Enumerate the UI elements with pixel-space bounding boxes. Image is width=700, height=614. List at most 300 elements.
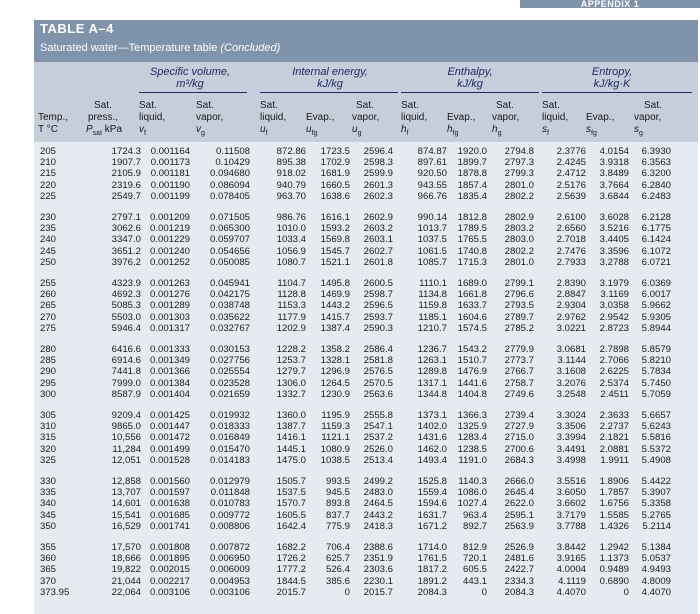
table-row — [34, 355, 698, 366]
cell-hf: 1085.7 — [417, 256, 447, 268]
cell-hf: 1817.2 — [417, 564, 447, 576]
cell-hg: 2802.9 — [504, 212, 534, 223]
cell-temp: 373.95 — [40, 586, 70, 598]
cell-ufg: 1569.8 — [320, 234, 350, 246]
cell-sfg: 3.1169 — [600, 289, 629, 301]
cell-sfg: 0.9489 — [599, 564, 629, 576]
cell-pressure: 12,858 — [111, 476, 141, 487]
cell-vf: 0.001164 — [150, 146, 190, 157]
cell-hfg: 1086.0 — [457, 487, 487, 499]
cell-vg: 0.023528 — [209, 377, 250, 389]
cell-ufg: 1264.5 — [320, 377, 350, 389]
cell-sf: 3.1608 — [556, 366, 586, 378]
cell-ufg: 1702.9 — [320, 157, 350, 169]
cell-sfg: 2.5374 — [599, 377, 629, 389]
cell-ug: 2388.6 — [363, 542, 393, 553]
cell-hf: 966.76 — [417, 190, 447, 202]
cell-vf: 0.001199 — [150, 190, 190, 202]
cell-ug: 2601.3 — [363, 179, 393, 191]
cell-temp: 220 — [40, 179, 57, 191]
cell-vg: 0.042175 — [209, 289, 250, 301]
cell-vf: 0.001447 — [149, 421, 190, 433]
cell-pressure: 9865.0 — [111, 421, 141, 433]
cell-ufg: 385.6 — [325, 575, 350, 587]
cell-sf: 3.6602 — [556, 498, 586, 510]
cell-ufg: 1358.2 — [320, 344, 350, 355]
cell-ug: 2601.8 — [363, 256, 393, 268]
cell-vg: 0.032767 — [209, 322, 250, 334]
cell-hfg: 1920.0 — [457, 146, 487, 157]
cell-vg: 0.094680 — [209, 168, 250, 180]
cell-vf: 0.001685 — [149, 509, 190, 521]
cell-ug: 2513.4 — [363, 454, 393, 466]
cell-uf: 1279.7 — [276, 366, 306, 378]
table-row — [34, 498, 698, 509]
cell-hf: 1671.2 — [417, 520, 447, 532]
cell-ufg: 1469.9 — [320, 289, 350, 301]
table-row — [34, 180, 698, 191]
cell-vg: 0.012979 — [209, 476, 250, 487]
cell-vg: 0.018333 — [209, 421, 250, 433]
table-title: TABLE A–4 — [40, 21, 114, 36]
cell-ufg: 1521.1 — [320, 256, 350, 268]
cell-sfg: 3.6028 — [599, 212, 629, 223]
cell-hg: 2797.3 — [504, 157, 534, 169]
cell-vf: 0.001190 — [150, 179, 190, 191]
cell-hf: 1210.7 — [417, 322, 447, 334]
cell-sf: 3.0681 — [556, 344, 586, 355]
cell-hfg: 1857.4 — [457, 179, 487, 191]
cell-sf: 2.6100 — [556, 212, 586, 223]
cell-pressure: 17,570 — [111, 542, 141, 553]
table-row — [34, 246, 698, 257]
cell-vf: 0.001472 — [149, 432, 190, 444]
cell-sg: 5.3907 — [641, 487, 671, 499]
cell-ufg: 837.7 — [325, 509, 350, 521]
cell-sfg: 1.9911 — [600, 454, 629, 466]
cell-hf: 1134.8 — [418, 289, 447, 301]
cell-vg: 0.025554 — [209, 366, 250, 378]
cell-sg: 6.3563 — [641, 157, 671, 169]
ufg-header: Evap., $u_{fg}$ — [306, 112, 335, 137]
table-row — [34, 476, 698, 487]
cell-vf: 0.001252 — [149, 256, 190, 268]
cell-sfg: 2.7898 — [599, 344, 629, 355]
cell-hfg: 1740.8 — [457, 245, 487, 257]
cell-vg: 0.030153 — [209, 344, 250, 355]
cell-uf: 1726.2 — [276, 553, 306, 565]
subtitle-note: (Concluded) — [220, 42, 281, 54]
cell-hg: 2802.2 — [504, 245, 534, 257]
cell-pressure: 9209.4 — [111, 410, 141, 421]
cell-sf: 3.2076 — [556, 377, 586, 389]
cell-vf: 0.001560 — [149, 476, 190, 487]
cell-temp: 330 — [40, 476, 57, 487]
cell-temp: 250 — [40, 256, 57, 268]
cell-ug: 2418.3 — [363, 520, 393, 532]
cell-uf: 1306.0 — [276, 377, 306, 389]
table-row — [34, 234, 698, 245]
cell-ug: 2015.7 — [363, 586, 393, 598]
cell-hg: 2739.4 — [504, 410, 534, 421]
cell-hf: 1061.5 — [417, 245, 447, 257]
cell-sg: 5.0537 — [641, 553, 671, 565]
cell-hf: 2084.3 — [417, 586, 447, 598]
cell-sf: 2.9304 — [556, 300, 586, 312]
table-row — [34, 510, 698, 521]
cell-hfg: 1604.6 — [457, 311, 487, 323]
cell-temp: 300 — [40, 388, 57, 400]
cell-uf: 1080.7 — [276, 256, 306, 268]
cell-temp: 285 — [40, 355, 57, 367]
cell-sfg: 2.0881 — [599, 443, 629, 455]
cell-sfg: 3.5216 — [599, 223, 629, 235]
cell-vg: 0.004953 — [209, 575, 250, 587]
cell-vf: 0.002217 — [149, 575, 190, 587]
internal-energy-rule — [260, 92, 398, 93]
cell-vf: 0.001219 — [149, 223, 190, 235]
table-row — [34, 366, 698, 377]
cell-uf: 1605.5 — [276, 509, 306, 521]
cell-vf: 0.001808 — [149, 542, 190, 553]
cell-sf: 3.4491 — [556, 443, 586, 455]
cell-temp: 275 — [40, 322, 57, 334]
hg-header: Sat. vapor, $h_g$ — [492, 100, 520, 137]
cell-uf: 1537.5 — [276, 487, 306, 499]
cell-sg: 5.7450 — [641, 377, 671, 389]
cell-pressure: 7999.0 — [111, 377, 141, 389]
cell-ufg: 1638.6 — [320, 190, 350, 202]
cell-ug: 2586.4 — [363, 344, 393, 355]
cell-hf: 1493.4 — [417, 454, 447, 466]
cell-vg: 0.086094 — [209, 179, 250, 191]
cell-hfg: 1689.0 — [457, 278, 487, 289]
cell-uf: 963.70 — [276, 190, 306, 202]
cell-sfg: 2.2737 — [599, 421, 629, 433]
cell-sg: 5.1384 — [641, 542, 671, 553]
cell-sg: 6.2483 — [641, 190, 671, 202]
cell-temp: 360 — [40, 553, 57, 565]
cell-temp: 325 — [40, 454, 57, 466]
cell-sf: 4.0004 — [556, 564, 586, 576]
cell-pressure: 4323.9 — [111, 278, 141, 289]
cell-uf: 2015.7 — [276, 586, 306, 598]
cell-uf: 895.38 — [276, 157, 306, 169]
cell-pressure: 5946.4 — [111, 322, 141, 334]
cell-uf: 1202.9 — [276, 322, 306, 334]
cell-sfg: 1.8906 — [599, 476, 629, 487]
table-row — [34, 410, 698, 421]
cell-vf: 0.001404 — [149, 388, 190, 400]
table-row — [34, 487, 698, 498]
cell-uf: 1177.9 — [277, 311, 306, 323]
cell-temp: 245 — [40, 245, 57, 257]
cell-vf: 0.001317 — [149, 322, 190, 334]
cell-pressure: 7441.8 — [111, 366, 141, 378]
cell-vg: 0.045941 — [209, 278, 250, 289]
cell-temp: 235 — [40, 223, 57, 235]
cell-hfg: 1899.7 — [457, 157, 487, 169]
cell-ug: 2570.5 — [363, 377, 393, 389]
table-row — [34, 542, 698, 553]
cell-vg: 0.038748 — [209, 300, 250, 312]
cell-ufg: 1080.9 — [320, 443, 350, 455]
cell-hg: 2773.7 — [504, 355, 534, 367]
cell-temp: 355 — [40, 542, 57, 553]
cell-vg: 0.059707 — [209, 234, 250, 246]
cell-ufg: 1230.9 — [320, 388, 350, 400]
cell-hfg: 1476.9 — [457, 366, 487, 378]
cell-sf: 2.5176 — [556, 179, 586, 191]
cell-sg: 5.2765 — [641, 509, 671, 521]
cell-hg: 2766.7 — [504, 366, 534, 378]
cell-ufg: 1723.5 — [320, 146, 350, 157]
cell-sfg: 3.4405 — [599, 234, 629, 246]
cell-ug: 2555.8 — [363, 410, 393, 421]
sg-header: Sat. vapor, $s_g$ — [634, 100, 662, 137]
cell-vg: 0.003106 — [209, 586, 250, 598]
cell-sfg: 1.5585 — [599, 509, 629, 521]
table-row — [34, 344, 698, 355]
cell-hg: 2803.0 — [504, 234, 534, 246]
cell-hg: 2794.8 — [504, 146, 534, 157]
cell-uf: 1682.2 — [276, 542, 306, 553]
cell-sf: 3.3506 — [556, 421, 586, 433]
cell-pressure: 3347.0 — [111, 234, 141, 246]
cell-ufg: 893.8 — [325, 498, 350, 510]
cell-uf: 1104.7 — [277, 278, 306, 289]
cell-hg: 2666.0 — [504, 476, 534, 487]
cell-sfg: 3.2788 — [599, 256, 629, 268]
cell-ug: 2303.6 — [363, 564, 393, 576]
cell-pressure: 3976.2 — [111, 256, 141, 268]
cell-hg: 2801.0 — [504, 256, 534, 268]
cell-sf: 4.4070 — [556, 586, 586, 598]
cell-hg: 2789.7 — [504, 311, 534, 323]
cell-temp: 240 — [40, 234, 57, 246]
cell-pressure: 2549.7 — [111, 190, 141, 202]
cell-hg: 2684.3 — [504, 454, 534, 466]
cell-sf: 2.8390 — [556, 278, 586, 289]
cell-hfg: 443.1 — [462, 575, 487, 587]
cell-hf: 1344.8 — [417, 388, 447, 400]
cell-sf: 3.3024 — [556, 410, 586, 421]
cell-temp: 230 — [40, 212, 57, 223]
cell-hfg: 1140.3 — [458, 476, 487, 487]
cell-sfg: 2.6225 — [599, 366, 629, 378]
cell-hfg: 1027.4 — [457, 498, 487, 510]
cell-uf: 1332.7 — [276, 388, 306, 400]
table-row — [34, 278, 698, 289]
table-row — [34, 212, 698, 223]
cell-hg: 2481.6 — [504, 553, 534, 565]
cell-pressure: 13,707 — [111, 487, 141, 499]
cell-ufg: 526.4 — [325, 564, 350, 576]
cell-hg: 2758.7 — [504, 377, 534, 389]
cell-ug: 2596.4 — [363, 146, 393, 157]
table-row — [34, 257, 698, 268]
cell-sg: 6.1072 — [641, 245, 671, 257]
cell-ufg: 1195.9 — [321, 410, 350, 421]
ug-header: Sat. vapor, $u_g$ — [352, 100, 380, 137]
cell-uf: 1228.2 — [276, 344, 306, 355]
cell-sf: 2.9762 — [556, 311, 586, 323]
cell-vf: 0.003106 — [149, 586, 190, 598]
cell-uf: 918.02 — [276, 168, 306, 180]
cell-sfg: 3.6844 — [599, 190, 629, 202]
table-row — [34, 191, 698, 202]
cell-ufg: 625.7 — [325, 553, 350, 565]
cell-ug: 2598.7 — [363, 289, 393, 301]
cell-sf: 3.7179 — [556, 509, 586, 521]
cell-sfg: 3.0358 — [599, 300, 629, 312]
cell-hf: 1559.4 — [417, 487, 447, 499]
table-row — [34, 432, 698, 443]
cell-sg: 5.5372 — [641, 443, 671, 455]
cell-sf: 2.4245 — [556, 157, 586, 169]
cell-ufg: 1296.9 — [320, 366, 350, 378]
cell-temp: 320 — [40, 443, 57, 455]
cell-vf: 0.001638 — [149, 498, 190, 510]
cell-hf: 897.61 — [417, 157, 447, 169]
cell-ufg: 945.5 — [325, 487, 350, 499]
cell-temp: 280 — [40, 344, 57, 355]
cell-hfg: 1812.8 — [457, 212, 487, 223]
cell-temp: 370 — [40, 575, 57, 587]
cell-hf: 1714.0 — [417, 542, 447, 553]
cell-hf: 943.55 — [417, 179, 447, 191]
cell-ug: 2526.0 — [363, 443, 393, 455]
cell-ug: 2593.7 — [363, 311, 393, 323]
cell-hg: 2802.2 — [504, 190, 534, 202]
cell-pressure: 3062.6 — [111, 223, 141, 235]
table-row — [34, 323, 698, 334]
cell-sfg: 1.7857 — [599, 487, 629, 499]
cell-sf: 4.1119 — [558, 575, 586, 587]
cell-uf: 1844.5 — [276, 575, 306, 587]
cell-sfg: 1.2942 — [599, 542, 629, 553]
cell-pressure: 3651.2 — [111, 245, 141, 257]
cell-vf: 0.001741 — [149, 520, 190, 532]
cell-sf: 2.7933 — [556, 256, 586, 268]
cell-sfg: 2.1821 — [599, 432, 629, 444]
cell-hfg: 1441.6 — [457, 377, 487, 389]
cell-uf: 1360.0 — [276, 410, 306, 421]
cell-ug: 2602.3 — [363, 190, 393, 202]
table-row — [34, 455, 698, 466]
cell-ufg: 1545.7 — [320, 245, 350, 257]
cell-hfg: 1510.7 — [457, 355, 487, 367]
cell-ug: 2547.1 — [363, 421, 393, 433]
cell-vg: 0.078405 — [209, 190, 250, 202]
cell-vg: 0.019932 — [209, 410, 250, 421]
cell-pressure: 1724.3 — [111, 146, 141, 157]
cell-temp: 315 — [40, 432, 57, 444]
cell-sf: 2.7018 — [556, 234, 586, 246]
entropy-group: Entropy, kJ/kg·K — [591, 66, 633, 90]
cell-hg: 2799.3 — [504, 168, 534, 180]
cell-temp: 270 — [40, 311, 57, 323]
cell-hf: 1373.1 — [417, 410, 447, 421]
cell-hf: 920.50 — [417, 168, 447, 180]
cell-pressure: 5085.3 — [111, 300, 141, 312]
cell-ug: 2599.9 — [363, 168, 393, 180]
vg-header: Sat. vapor, $v_g$ — [196, 100, 224, 137]
cell-sf: 2.6560 — [556, 223, 586, 235]
cell-hg: 2084.3 — [504, 586, 534, 598]
cell-hg: 2563.9 — [504, 520, 534, 532]
cell-sg: 5.6243 — [641, 421, 671, 433]
table-row — [34, 223, 698, 234]
cell-ufg: 1616.1 — [320, 212, 350, 223]
uf-header: Sat. liquid, $u_f$ — [260, 100, 287, 137]
hfg-header: Evap., $h_{fg}$ — [447, 112, 476, 137]
cell-sg: 6.3930 — [641, 146, 671, 157]
cell-vf: 0.001276 — [149, 289, 190, 301]
cell-ug: 2590.3 — [363, 322, 393, 334]
cell-temp: 210 — [40, 157, 57, 169]
cell-sfg: 1.1373 — [599, 553, 629, 565]
appendix-banner: APPENDIX 1 — [520, 0, 700, 8]
cell-pressure: 5503.0 — [111, 311, 141, 323]
cell-vf: 0.001209 — [149, 212, 190, 223]
table-row — [34, 168, 698, 179]
table-row — [34, 289, 698, 300]
cell-hfg: 1574.5 — [457, 322, 487, 334]
cell-ug: 2602.7 — [363, 245, 393, 257]
cell-vf: 0.001263 — [149, 278, 190, 289]
cell-ufg: 1121.1 — [321, 432, 350, 444]
cell-sfg: 2.9542 — [599, 311, 629, 323]
cell-pressure: 4692.3 — [111, 289, 141, 301]
cell-hg: 2526.9 — [504, 542, 534, 553]
cell-sf: 3.6050 — [556, 487, 586, 499]
cell-pressure: 22,064 — [111, 586, 141, 598]
cell-hf: 1594.6 — [417, 498, 447, 510]
cell-temp: 295 — [40, 377, 57, 389]
cell-vf: 0.001499 — [149, 443, 190, 455]
cell-uf: 872.86 — [276, 146, 306, 157]
cell-ug: 2600.5 — [363, 278, 393, 289]
entropy-rule — [542, 92, 692, 93]
cell-hf: 1631.7 — [417, 509, 447, 521]
title-panel — [34, 20, 698, 62]
cell-hg: 2796.6 — [504, 289, 534, 301]
cell-hf: 1289.8 — [417, 366, 447, 378]
cell-sg: 5.7834 — [641, 366, 671, 378]
cell-uf: 1253.7 — [276, 355, 306, 367]
cell-ufg: 706.4 — [325, 542, 350, 553]
cell-pressure: 15,541 — [111, 509, 141, 521]
cell-sg: 5.8210 — [641, 355, 671, 367]
cell-vg: 0.065300 — [209, 223, 250, 235]
cell-hf: 1037.5 — [417, 234, 447, 246]
cell-sfg: 2.3633 — [599, 410, 629, 421]
cell-sg: 4.4070 — [641, 586, 671, 598]
cell-vg: 0.008806 — [209, 520, 250, 532]
cell-sg: 5.4422 — [641, 476, 671, 487]
cell-vg: 0.054656 — [209, 245, 250, 257]
cell-ug: 2598.3 — [363, 157, 393, 169]
cell-hg: 2793.5 — [504, 300, 534, 312]
cell-sf: 3.8442 — [556, 542, 586, 553]
cell-temp: 345 — [40, 509, 57, 521]
cell-ug: 2581.8 — [363, 355, 393, 367]
cell-hg: 2334.3 — [504, 575, 534, 587]
cell-ug: 2603.2 — [363, 223, 393, 235]
cell-vf: 0.002015 — [149, 564, 190, 576]
enthalpy-group: Enthalpy, kJ/kg — [447, 66, 493, 90]
